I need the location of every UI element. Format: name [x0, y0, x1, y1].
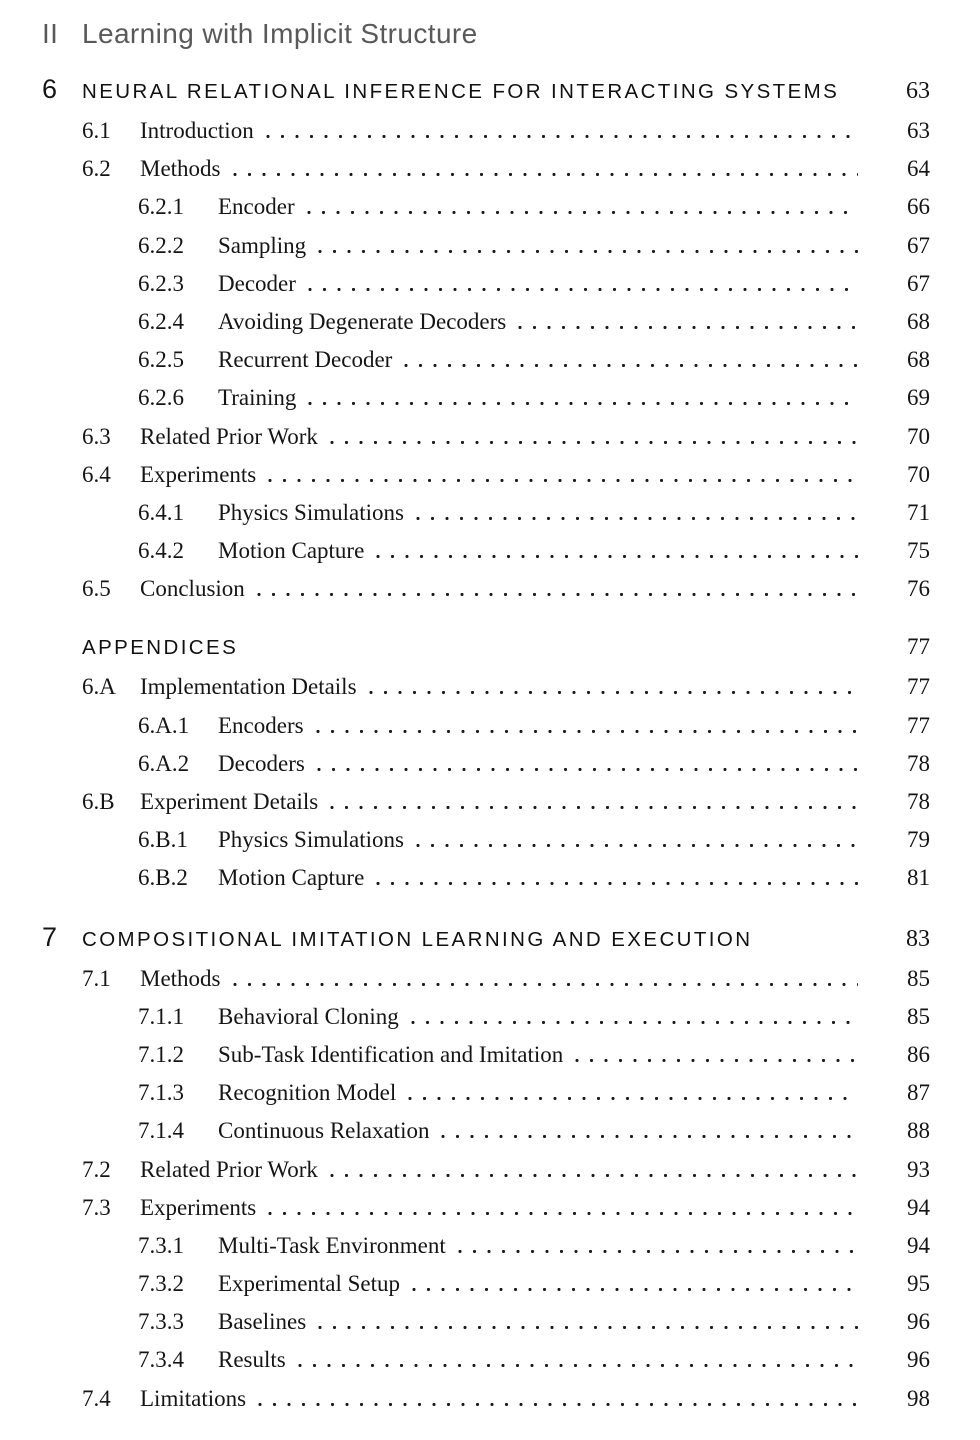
entry-page: 93	[907, 1156, 930, 1182]
entry-page: 94	[907, 1194, 930, 1220]
entry-title: Continuous Relaxation	[218, 1118, 430, 1144]
entry-number: 6.2.1	[138, 194, 184, 220]
entry-number: 7.1.1	[138, 1003, 184, 1029]
dot-leader	[307, 211, 858, 214]
entry-page: 96	[907, 1347, 930, 1373]
toc-entry[interactable]	[42, 66, 930, 112]
toc-entry[interactable]	[42, 1074, 930, 1112]
entry-page: 70	[907, 461, 930, 487]
dot-leader	[318, 1326, 858, 1329]
entry-title: Decoder	[218, 270, 296, 296]
toc-entry[interactable]	[42, 379, 930, 417]
entry-number: 6.2.6	[138, 385, 184, 411]
dot-leader	[376, 555, 858, 558]
toc-entry[interactable]	[42, 1112, 930, 1150]
entry-title: Physics Simulations	[218, 827, 404, 853]
entry-number: 6.2	[82, 156, 111, 182]
toc-entry[interactable]	[42, 1189, 930, 1227]
entry-number: 6.2.4	[138, 308, 184, 334]
entry-number: 7.3.4	[138, 1347, 184, 1373]
entry-title: Introduction	[140, 118, 254, 143]
entry-page: 69	[907, 385, 930, 411]
toc-entry[interactable]	[42, 188, 930, 226]
toc-entry[interactable]	[42, 494, 930, 532]
toc-entry[interactable]	[42, 1303, 930, 1341]
entry-number: 6.1	[82, 118, 111, 143]
toc-entry[interactable]	[42, 532, 930, 570]
toc-entry[interactable]	[42, 1151, 930, 1189]
toc-entry[interactable]	[42, 668, 930, 706]
toc-entry[interactable]	[42, 112, 930, 150]
entry-page: 94	[907, 1232, 930, 1258]
dot-leader	[250, 651, 858, 654]
toc-entry[interactable]	[42, 1036, 930, 1074]
dot-leader	[233, 983, 859, 986]
dot-leader	[268, 479, 858, 482]
toc-entry[interactable]	[42, 626, 930, 668]
toc-entry[interactable]	[42, 783, 930, 821]
entry-page: 68	[907, 347, 930, 373]
dot-leader	[268, 1212, 858, 1215]
toc-entry[interactable]	[42, 707, 930, 745]
entry-number: 7.3.2	[138, 1271, 184, 1297]
entry-number: 6.2.5	[138, 347, 184, 373]
entry-page: 77	[907, 674, 930, 700]
part-number: II	[42, 18, 59, 49]
toc-entry[interactable]	[42, 418, 930, 456]
entry-title: Encoder	[218, 194, 295, 220]
entry-number: 6.4.1	[138, 499, 184, 525]
entry-number: 6.A	[82, 674, 116, 700]
entry-title: NEURAL RELATIONAL INFERENCE FOR INTERACTING SYSTEMS	[82, 80, 840, 103]
entry-number: 7.2	[82, 1156, 111, 1182]
toc-entry[interactable]	[42, 227, 930, 265]
dot-leader	[518, 326, 858, 329]
toc-entry[interactable]	[42, 998, 930, 1036]
entry-title: Motion Capture	[218, 538, 365, 564]
entry-title: Behavioral Cloning	[218, 1003, 399, 1029]
toc-entry[interactable]	[42, 821, 930, 859]
entry-page: 78	[907, 750, 930, 776]
toc-entry[interactable]	[42, 150, 930, 188]
entry-title: Avoiding Degenerate Decoders	[218, 308, 507, 334]
entry-title: Training	[218, 385, 297, 411]
entry-number: 7.3.3	[138, 1309, 184, 1335]
entry-page: 95	[907, 1271, 930, 1297]
entry-number: 6.A.2	[138, 750, 190, 776]
entry-page: 77	[907, 712, 930, 738]
dot-leader	[258, 1403, 858, 1406]
entry-number: 6.4	[82, 461, 111, 487]
entry-title: Sampling	[218, 232, 307, 258]
entry-title: Baselines	[218, 1309, 307, 1335]
entry-number: 6.4.2	[138, 538, 184, 564]
toc-entry[interactable]	[42, 1341, 930, 1379]
dot-leader	[298, 1364, 858, 1367]
entry-page: 86	[907, 1041, 930, 1067]
entry-page: 96	[907, 1309, 930, 1335]
entry-number: 6.B.2	[138, 865, 188, 891]
entry-number: 7.1	[82, 965, 111, 991]
entry-number: 6.B.1	[138, 827, 188, 853]
toc-entry[interactable]	[42, 456, 930, 494]
toc-entry[interactable]	[42, 303, 930, 341]
entry-number: 6.B	[82, 789, 115, 814]
entry-number: 7.1.4	[138, 1118, 184, 1144]
entry-title: Related Prior Work	[140, 1156, 318, 1182]
dot-leader	[408, 1097, 858, 1100]
entry-page: 63	[907, 118, 930, 143]
entry-title: Experiment Details	[140, 789, 319, 814]
entry-page: 81	[907, 865, 930, 891]
dot-leader	[764, 943, 858, 946]
entry-number: 6.2.3	[138, 270, 184, 296]
dot-leader	[575, 1059, 858, 1062]
entry-title: Limitations	[140, 1385, 247, 1411]
dot-leader	[330, 1174, 858, 1177]
entry-number: 6.A.1	[138, 712, 190, 738]
dot-leader	[233, 173, 859, 176]
dot-leader	[376, 882, 858, 885]
entry-number: 6	[42, 74, 58, 104]
toc-entry[interactable]	[42, 745, 930, 783]
entry-page: 67	[907, 270, 930, 296]
entry-page: 85	[907, 965, 930, 991]
dot-leader	[308, 288, 858, 291]
dot-leader	[411, 1021, 858, 1024]
entry-page: 85	[907, 1003, 930, 1029]
entry-page: 76	[907, 576, 930, 602]
dot-leader	[330, 441, 858, 444]
entry-page: 63	[906, 78, 930, 104]
entry-page: 71	[907, 499, 930, 525]
dot-leader	[316, 730, 858, 733]
entry-title: Encoders	[218, 712, 304, 738]
entry-page: 67	[907, 232, 930, 258]
entry-number: 7.3	[82, 1194, 111, 1220]
dot-leader	[458, 1250, 858, 1253]
dot-leader	[416, 844, 858, 847]
entry-title: Experimental Setup	[218, 1271, 401, 1297]
dot-leader	[412, 1288, 858, 1291]
toc-entry[interactable]	[42, 1380, 930, 1418]
toc-entry[interactable]	[42, 341, 930, 379]
entry-page: 75	[907, 538, 930, 564]
entry-title: Experiments	[140, 461, 257, 487]
toc-entry[interactable]	[42, 570, 930, 608]
entry-title: COMPOSITIONAL IMITATION LEARNING AND EXECUTION	[82, 927, 753, 951]
entry-page: 66	[907, 194, 930, 220]
toc-entry[interactable]	[42, 265, 930, 303]
entry-page: 87	[907, 1080, 930, 1106]
entry-page: 64	[907, 156, 930, 182]
dot-leader	[308, 402, 858, 405]
toc-entry[interactable]	[42, 1265, 930, 1303]
entry-title: Methods	[140, 156, 221, 182]
entry-title: Experiments	[140, 1194, 257, 1220]
toc-list	[42, 66, 930, 1418]
entry-page: 83	[906, 925, 930, 952]
entry-page: 98	[907, 1385, 930, 1411]
dot-leader	[266, 135, 858, 138]
entry-number: 7.1.2	[138, 1041, 184, 1067]
entry-title: Recognition Model	[218, 1080, 397, 1106]
entry-number: 6.5	[82, 576, 111, 602]
dot-leader	[369, 691, 858, 694]
dot-leader	[330, 806, 858, 809]
entry-page: 68	[907, 308, 930, 334]
entry-title: Physics Simulations	[218, 499, 404, 525]
entry-number: 7.1.3	[138, 1080, 184, 1106]
entry-page: 79	[907, 827, 930, 853]
toc-entry[interactable]	[42, 960, 930, 998]
entry-title: Related Prior Work	[140, 423, 318, 449]
toc-entry[interactable]	[42, 914, 930, 960]
entry-page: 78	[907, 789, 930, 814]
dot-leader	[416, 517, 858, 520]
entry-title: APPENDICES	[82, 636, 239, 660]
entry-title: Conclusion	[140, 576, 245, 602]
entry-page: 70	[907, 423, 930, 449]
entry-title: Sub-Task Identification and Imitation	[218, 1041, 564, 1067]
dot-leader	[257, 593, 858, 596]
entry-number: 6.2.2	[138, 232, 184, 258]
dot-leader	[318, 250, 858, 253]
entry-title: Methods	[140, 965, 221, 991]
entry-title: Implementation Details	[140, 674, 357, 700]
entry-page: 88	[907, 1118, 930, 1144]
entry-title: Decoders	[218, 750, 305, 776]
entry-title: Results	[218, 1347, 286, 1373]
part-header	[42, 18, 930, 50]
entry-number: 6.3	[82, 423, 111, 449]
dot-leader	[317, 768, 858, 771]
entry-number: 7.4	[82, 1385, 111, 1411]
entry-title: Recurrent Decoder	[218, 347, 393, 373]
entry-title: Motion Capture	[218, 865, 365, 891]
dot-leader	[851, 95, 858, 98]
dot-leader	[404, 364, 858, 367]
dot-leader	[441, 1135, 858, 1138]
entry-page: 77	[907, 634, 930, 660]
entry-number: 7.3.1	[138, 1232, 184, 1258]
toc-entry[interactable]	[42, 1227, 930, 1265]
part-title: Learning with Implicit Structure	[82, 18, 478, 49]
toc-entry[interactable]	[42, 859, 930, 897]
entry-number: 7	[42, 921, 58, 952]
entry-title: Multi-Task Environment	[218, 1232, 446, 1258]
